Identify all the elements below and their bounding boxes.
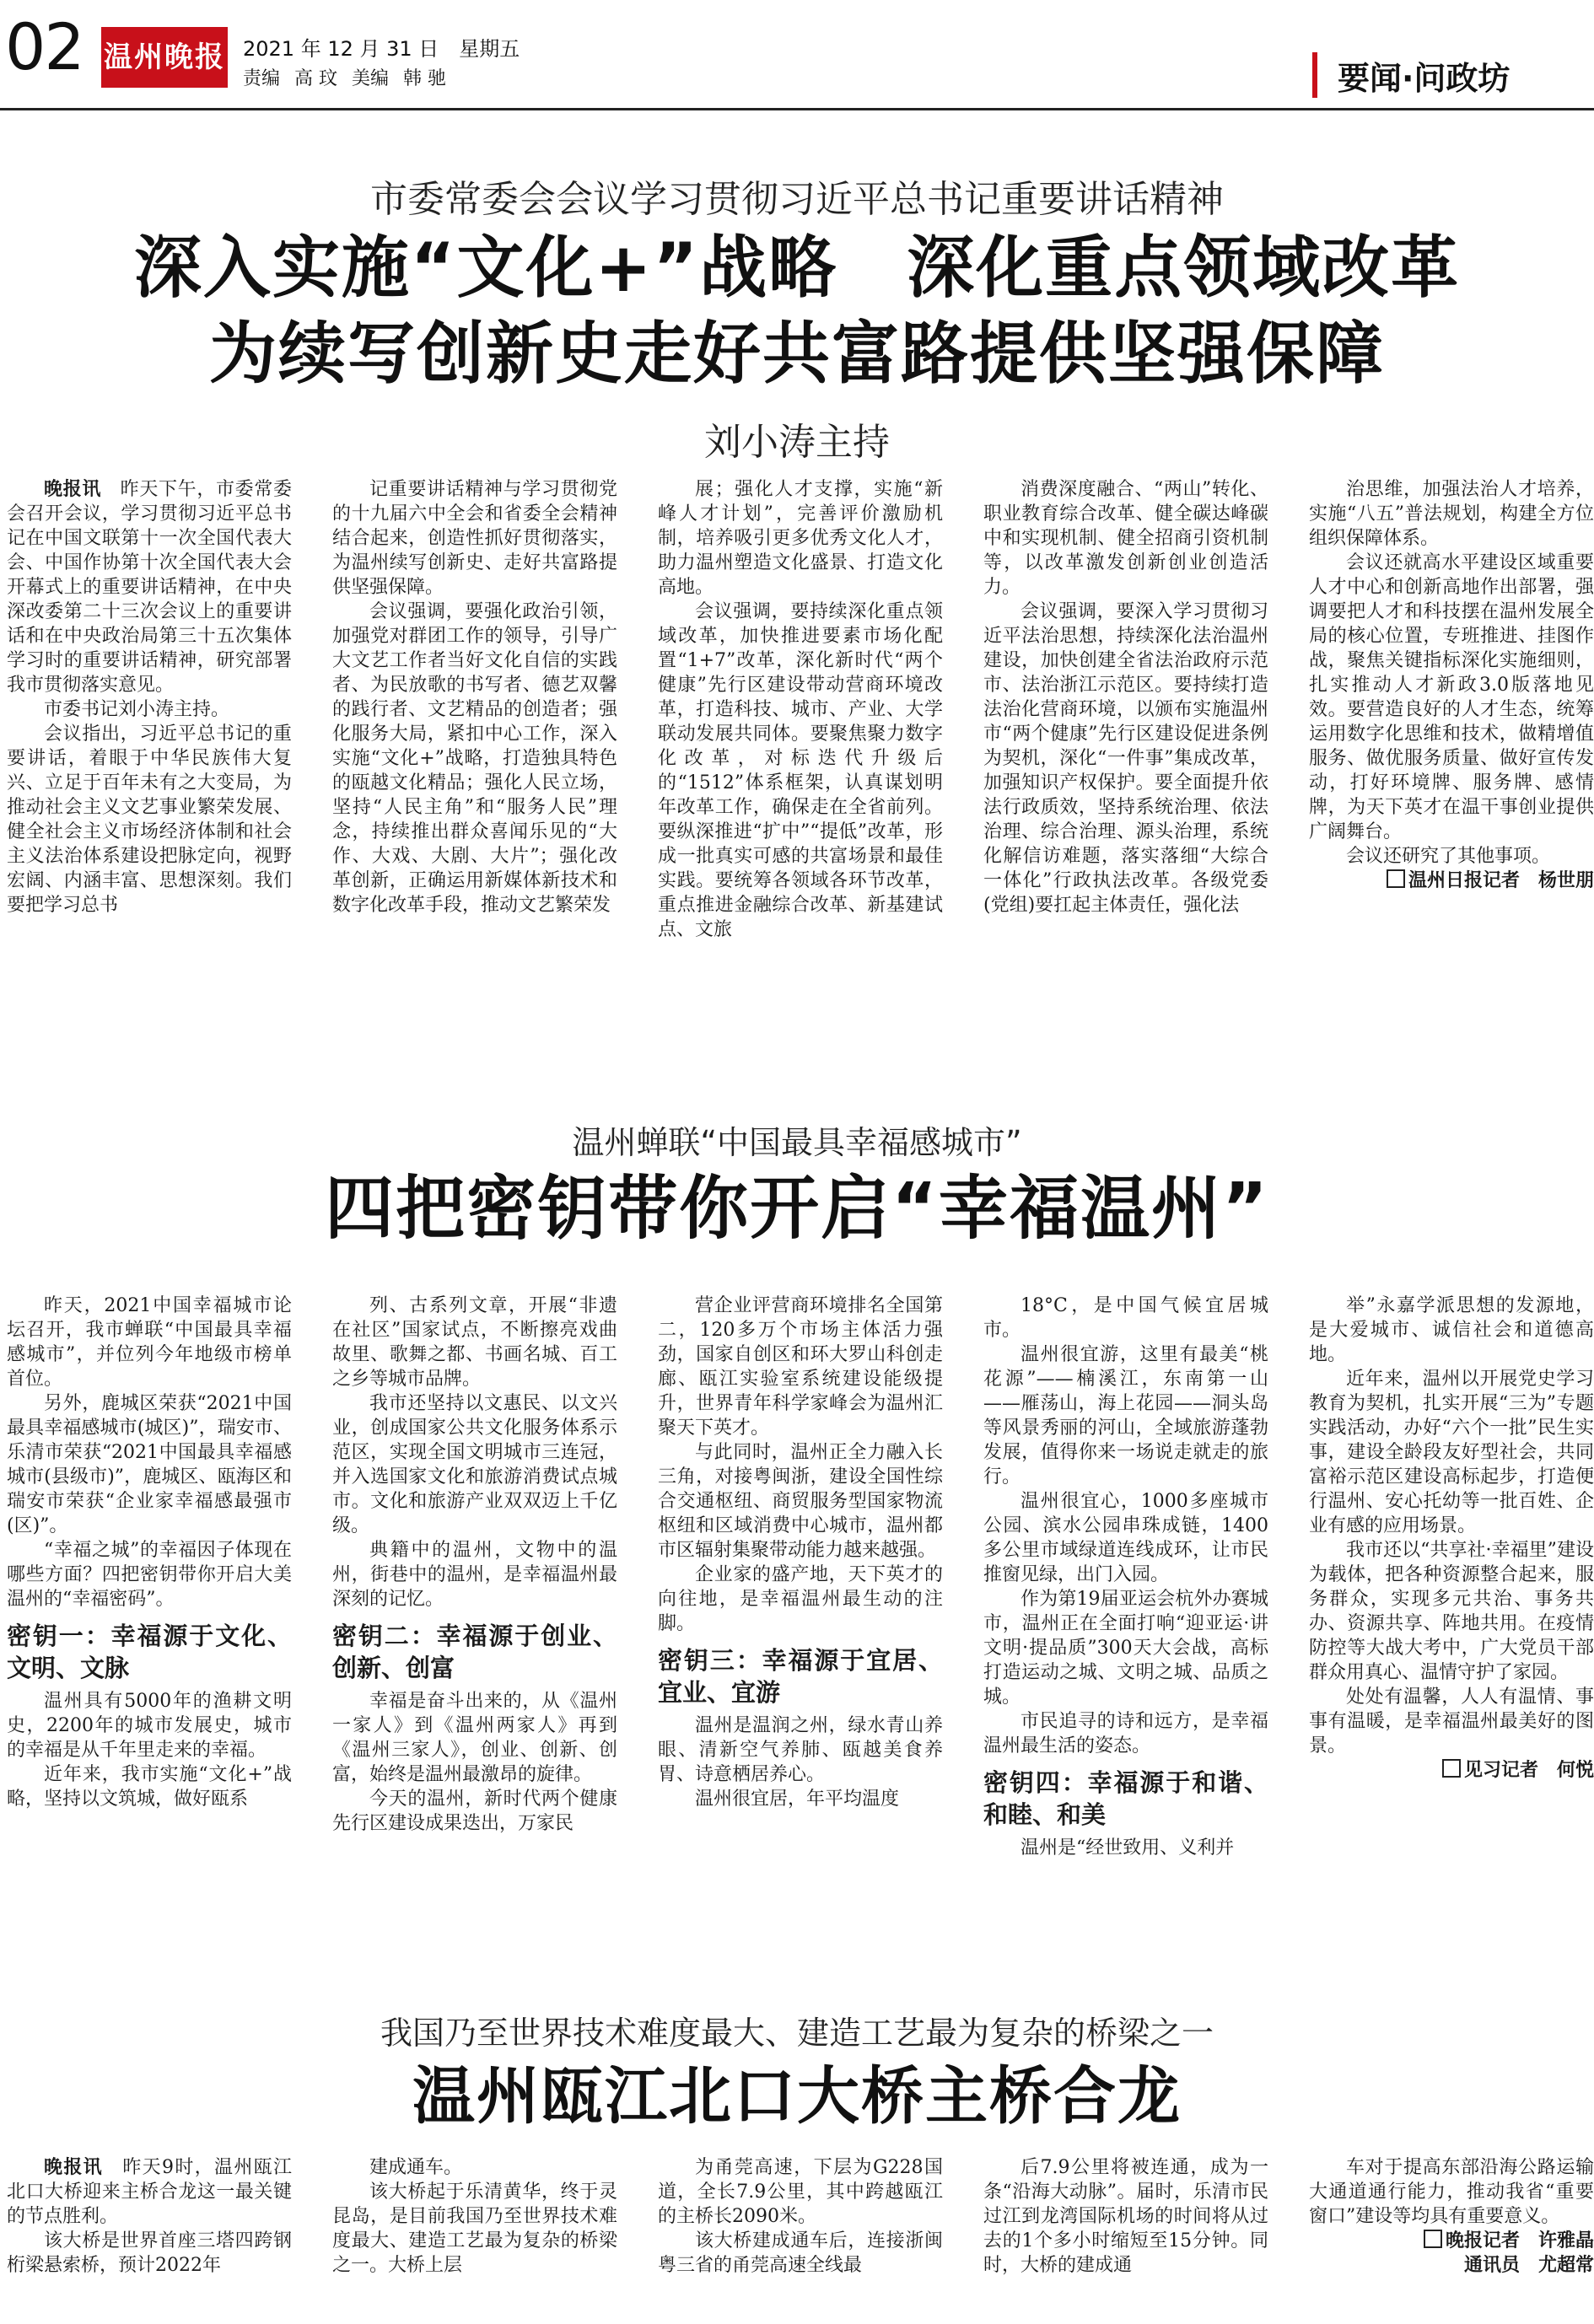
article2-headline: 四把密钥带你开启“幸福温州”: [325, 1169, 1269, 1249]
article3-byline: [1309, 2229, 1594, 2253]
paragraph: 与此同时，温州正全力融入长三角，对接粤闽浙，建设全国性综合交通枢纽、商贸服务型国家物流枢纽和区域消费中心城市，温州都市区辐射集聚带动能力越来越强。: [658, 1442, 943, 1561]
paragraph: 建成通车。: [369, 2157, 463, 2178]
lead-tag: 晚报讯: [44, 2157, 123, 2178]
byline-text: 晚报记者 许雅晶: [1445, 2230, 1594, 2251]
box-marker: [1387, 869, 1405, 888]
paragraph: 营企业评营商环境排名全国第二，120多万个市场主体活力强劲，国家自创区和环大罗山科创走廊、瓯江实验室系统建设能级提升，世界青年科学家峰会为温州汇聚天下英才。: [658, 1295, 943, 1439]
text-column: [983, 1294, 1268, 1934]
section-title: 要闻·问政坊: [1338, 60, 1511, 97]
paragraph: 近年来，温州以开展党史学习教育为契机，扎实开展“三为”专题实践活动，办好“六个一批”民生实事，建设全龄段友好型社会，共同富裕示范区建设高标起步，打造便行温州、安心托幼等一批百姓、企业有感的应用场景。: [1309, 1369, 1594, 1536]
text-column: [7, 1294, 292, 1934]
article3-headline: 温州瓯江北口大桥主桥合龙: [412, 2060, 1182, 2133]
paragraph: 会议指出，习近平总书记的重要讲话，着眼于中华民族伟大复兴、立足于百年未有之大变局，为推动社会主义文艺事业繁荣发展、健全社会主义市场经济体制和社会主义法治体系建设把脉定向，视野宏阔、内涵丰富、思想深刻。我们要把学习总书: [7, 724, 292, 916]
paragraph: 温州是“经世致用、义利并: [1020, 1837, 1235, 1859]
paragraph: 该大桥起于乐清黄华，终于灵昆岛，是目前我国乃至世界技术难度最大、建造工艺最为复杂的桥梁之一。大桥上层: [332, 2181, 617, 2276]
section-marker: [1312, 52, 1317, 98]
paragraph: 该大桥是世界首座三塔四跨钢桁梁悬索桥，预计2022年: [7, 2230, 292, 2276]
paragraph: 市委书记刘小涛主持。: [44, 699, 230, 720]
paragraph-text: 昨天下午，市委常委会召开会议，学习贯彻习近平总书记在中国文联第十一次全国代表大会、中国作协第十次全国代表大会开幕式上的重要讲话精神，在中央深改委第二十三次会议上的重要讲话和在中央政治局第三十五次集体学习时的重要讲话精神，研究部署我市贯彻落实意见。: [7, 479, 292, 696]
paragraph: 近年来，我市实施“文化+”战略，坚持以文筑城，做好瓯系: [7, 1764, 292, 1810]
text-column: [658, 2155, 943, 2321]
text-column: [1309, 477, 1594, 1034]
paragraph: 消费深度融合、“两山”转化、职业教育综合改革、健全碳达峰碳中和实现机制、健全招商引资机制等，以改革激发创新创业创造活力。: [983, 479, 1268, 598]
paragraph: 列、古系列文章，开展“非遗在社区”国家试点，不断擦亮戏曲故里、歌舞之都、书画名城、百工之乡等城市品牌。: [332, 1295, 617, 1390]
paragraph: 作为第19届亚运会杭外办赛城市，温州正在全面打响“迎亚运·讲文明·提品质”300天大会战，高标打造运动之城、文明之城、品质之城。: [983, 1589, 1268, 1708]
paragraph: 市民追寻的诗和远方，是幸福温州最生活的姿态。: [983, 1711, 1268, 1756]
editor-name: 高 玟: [294, 68, 338, 89]
editor-label: 责编: [243, 68, 281, 89]
editor-credits: [243, 64, 455, 90]
paragraph: 温州具有5000年的渔耕文明史，2200年的城市发展史，城市的幸福是从千年里走来的幸福。: [7, 1691, 292, 1761]
box-marker: [1424, 2230, 1442, 2248]
paragraph: 会议还就高水平建设区域重要人才中心和创新高地作出部署，强调要把人才和科技摆在温州发展全局的核心位置，专班推进、挂图作战，聚焦关键指标深化实施细则，扎实推动人才新政3.0版落地见效。要营造良好的人才生态，统筹运用数字化思维和技术，做精增值服务、做优服务质量、做好宣传发动，打好环境牌、服务牌、感情牌，为天下英才在温干事创业提供广阔舞台。: [1309, 552, 1594, 842]
text-column: [7, 477, 292, 1034]
subheading: 密钥三：幸福源于宜居、宜业、宜游: [658, 1646, 943, 1707]
paragraph: 企业家的盛产地，天下英才的向往地，是幸福温州最生动的注脚。: [658, 1564, 943, 1634]
byline-text: 见习记者 何悦: [1463, 1760, 1594, 1781]
paragraph: 该大桥建成通车后，连接浙闽粤三省的甬莞高速全线最: [658, 2230, 943, 2276]
text-column: [983, 477, 1268, 1034]
paragraph: 我市还以“共享社·幸福里”建设为载体，把各种资源整合起来，服务群众，实现多元共治、事务共办、资源共享、阵地共用。在疫情防控等大战大考中，广大党员干部群众用真心、温情守护了家园。: [1309, 1540, 1594, 1683]
subheading: 密钥二：幸福源于创业、创新、创富: [332, 1622, 617, 1682]
designer-name: 韩 驰: [403, 68, 447, 89]
paragraph: 温州很宜居，年平均温度: [695, 1789, 900, 1810]
paragraph: 另外，鹿城区荣获“2021中国最具幸福感城市(城区)”，瑞安市、乐清市荣获“2021中国最具幸福感城市(县级市)”，鹿城区、瓯海区和瑞安市荣获“企业家幸福感最强市(区)”。: [7, 1393, 292, 1536]
text-column: [332, 1294, 617, 1934]
subheading: 密钥一：幸福源于文化、文明、文脉: [7, 1622, 292, 1682]
paragraph: 典籍中的温州，文物中的温州，街巷中的温州，是幸福温州最深刻的记忆。: [332, 1540, 617, 1610]
page-number: 02: [5, 9, 83, 84]
article1-host: 刘小涛主持: [704, 421, 890, 464]
box-marker: [1442, 1759, 1461, 1778]
text-column: [332, 477, 617, 1034]
text-column: [332, 2155, 617, 2321]
paragraph: 幸福是奋斗出来的，从《温州一家人》到《温州两家人》再到《温州三家人》，创业、创新、创富，始终是温州最激昂的旋律。: [332, 1691, 617, 1785]
paragraph: 展；强化人才支撑，实施“新峰人才计划”，完善评价激励机制，培养吸引更多优秀文化人才，助力温州塑造文化盛景、打造文化高地。: [658, 479, 943, 598]
article2-kicker: 温州蝉联“中国最具幸福感城市”: [572, 1124, 1022, 1161]
paragraph: 车对于提高东部沿海公路运输大通道通行能力，推动我省“重要窗口”建设等均具有重要意义。: [1309, 2157, 1594, 2227]
article1-headline-line1: 深入实施“文化+”战略 深化重点领域改革: [133, 229, 1461, 307]
paragraph: 会议强调，要强化政治引领，加强党对群团工作的领导，引导广大文艺工作者当好文化自信的实践者、为民放歌的书写者、德艺双馨的践行者、文艺精品的创造者；强化服务大局，紧扣中心工作，深入实施“文化+”战略，打造独具特色的瓯越文化精品；强化人民立场，坚持“人民主角”和“服务人民”理念，持续推出群众喜闻乐见的“大作、大戏、大剧、大片”；强化改革创新，正确运用新媒体新技术和数字化改革手段，推动文艺繁荣发: [332, 601, 617, 916]
paragraph: 会议强调，要持续深化重点领域改革，加快推进要素市场化配置“1+7”改革，深化新时代“两个健康”先行区建设带动营商环境改革，打造科技、城市、产业、大学联动发展共同体。要聚焦聚力数字化改革，对标迭代升级后的“1512”体系框架，认真谋划明年改革工作，确保走在全省前列。要纵深推进“扩中”“提低”改革，形成一批真实可感的共富场景和最佳实践。要统筹各领域各环节改革，重点推进金融综合改革、新基建试点、文旅: [658, 601, 943, 940]
article3-byline-2: 通讯员 尤超常: [1463, 2255, 1594, 2276]
article1-byline: [1309, 869, 1594, 893]
newspaper-logo: 温州晚报: [101, 27, 228, 88]
paragraph: 昨天，2021中国幸福城市论坛召开，我市蝉联“中国最具幸福感城市”，并位列今年地级市榜单首位。: [7, 1295, 292, 1390]
paragraph-text: 昨天9时，温州瓯江北口大桥迎来主桥合龙这一最关键的节点胜利。: [7, 2157, 292, 2227]
paragraph: 举”永嘉学派思想的发源地，是大爱城市、诚信社会和道德高地。: [1309, 1295, 1594, 1365]
paragraph: 会议强调，要深入学习贯彻习近平法治思想，持续深化法治温州建设，加快创建全省法治政府示范市、法治浙江示范区。要持续打造法治化营商环境，以颁布实施温州市“两个健康”先行区建设促进条例为契机，深化“一件事”集成改革，加强知识产权保护。要全面提升依法行政质效，坚持系统治理、依法治理、综合治理、源头治理，系统化解信访难题，落实落细“大综合一体化”行政执法改革。各级党委(党组)要扛起主体责任，强化法: [983, 601, 1268, 916]
paragraph: 温州是温润之州，绿水青山养眼、清新空气养肺、瓯越美食养胃、诗意栖居养心。: [658, 1715, 943, 1785]
article1-kicker: 市委常委会会议学习贯彻习近平总书记重要讲话精神: [370, 178, 1224, 221]
lead-tag: 晚报讯: [44, 479, 121, 500]
paragraph: 治思维，加强法治人才培养，实施“八五”普法规划，构建全方位组织保障体系。: [1309, 479, 1594, 549]
paragraph: [7, 2155, 292, 2229]
paragraph: 后7.9公里将被连通，成为一条“沿海大动脉”。届时，乐清市民过江到龙湾国际机场的时间将从过去的1个多小时缩短至15分钟。同时，大桥的建成通: [983, 2157, 1268, 2276]
paragraph: 处处有温馨，人人有温情、事事有温暖，是幸福温州最美好的图景。: [1309, 1687, 1594, 1756]
article2-byline: [1309, 1758, 1594, 1783]
paragraph: 为甬莞高速，下层为G228国道，全长7.9公里，其中跨越瓯江的主桥长2090米。: [658, 2157, 943, 2227]
paragraph: “幸福之城”的幸福因子体现在哪些方面？四把密钥带你开启大美温州的“幸福密码”。: [7, 1540, 292, 1610]
text-column: [658, 1294, 943, 1934]
text-column: [1309, 2155, 1594, 2321]
paragraph: 我市还坚持以文惠民、以文兴业，创成国家公共文化服务体系示范区，实现全国文明城市三连冠，并入选国家文化和旅游消费试点城市。文化和旅游产业双双迈上千亿级。: [332, 1393, 617, 1536]
paragraph: 记重要讲话精神与学习贯彻党的十九届六中全会和省委全会精神结合起来，创造性抓好贯彻落实，为温州续写创新史、走好共富路提供坚强保障。: [332, 479, 617, 598]
subheading: 密钥四：幸福源于和谐、和睦、和美: [983, 1768, 1268, 1829]
masthead-rule: [0, 108, 1594, 110]
text-column: [7, 2155, 292, 2321]
paragraph: 会议还研究了其他事项。: [1346, 846, 1551, 867]
article1-headline-line2: 为续写创新史走好共富路提供坚强保障: [209, 315, 1385, 393]
designer-label: 美编: [352, 68, 390, 89]
masthead: [0, 0, 1594, 101]
text-column: [1309, 1294, 1594, 1934]
text-column: [983, 2155, 1268, 2321]
text-column: [658, 477, 943, 1034]
paragraph: [7, 477, 292, 697]
paragraph: 18°C，是中国气候宜居城市。: [983, 1295, 1268, 1341]
article3-kicker: 我国乃至世界技术难度最大、建造工艺最为复杂的桥梁之一: [380, 2015, 1214, 2052]
issue-date: 2021 年 12 月 31 日 星期五: [243, 37, 520, 61]
paragraph: 今天的温州，新时代两个健康先行区建设成果迭出，万家民: [332, 1789, 617, 1834]
byline-text: 温州日报记者 杨世朋: [1408, 870, 1594, 891]
paragraph: 温州很宜游，这里有最美“桃花源”——楠溪江，东南第一山——雁荡山，海上花园——洞头岛等风景秀丽的河山，全域旅游蓬勃发展，值得你来一场说走就走的旅行。: [983, 1344, 1268, 1487]
paragraph: 温州很宜心，1000多座城市公园、滨水公园串珠成链，1400多公里市域绿道连线成环，让市民推窗见绿，出门入园。: [983, 1491, 1268, 1585]
